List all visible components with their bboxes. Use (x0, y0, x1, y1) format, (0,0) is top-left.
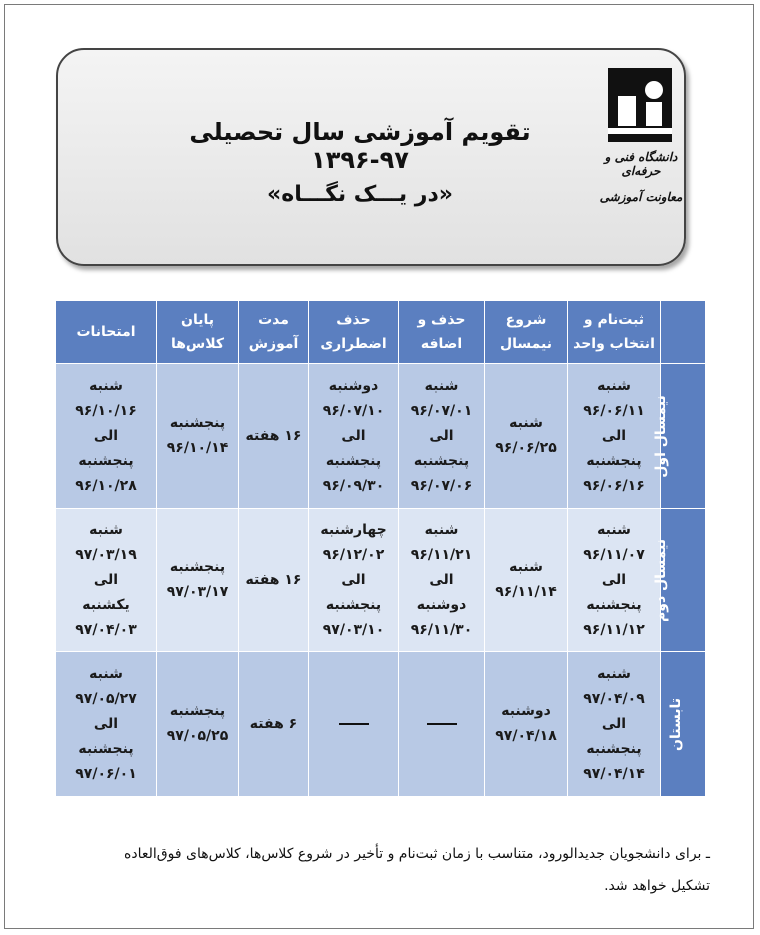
table-cell: شنبه ۹۶/۰۶/۱۱ الی پنجشنبه ۹۶/۰۶/۱۶ (568, 364, 661, 509)
column-header: پایان کلاس‌ها (157, 301, 239, 364)
university-logo (606, 66, 674, 144)
row-label: نیمسال اول (661, 364, 706, 509)
column-header: حذف و اضافه (399, 301, 485, 364)
column-header: مدت آموزش (239, 301, 309, 364)
column-header: شروع نیمسال (485, 301, 568, 364)
header-row (56, 301, 706, 364)
table-cell: پنجشنبه ۹۷/۰۳/۱۷ (157, 509, 239, 652)
table-cell: ۶ هفته (239, 652, 309, 797)
table-cell: ۱۶ هفته (239, 509, 309, 652)
academic-calendar-table (55, 300, 706, 797)
table-row (56, 509, 706, 652)
university-name: دانشگاه فنی و حرفه‌ای (604, 150, 678, 178)
table-cell: شنبه ۹۷/۰۵/۲۷ الی پنجشنبه ۹۷/۰۶/۰۱ (56, 652, 157, 797)
table-cell: چهارشنبه ۹۶/۱۲/۰۲ الی پنجشنبه ۹۷/۰۳/۱۰ (309, 509, 399, 652)
dash-mark (427, 723, 457, 725)
table-cell: دوشنبه ۹۷/۰۴/۱۸ (485, 652, 568, 797)
dash-mark (339, 723, 369, 725)
page-title: تقویم آموزشی سال تحصیلی ۹۷-۱۳۹۶ (189, 118, 531, 174)
table-cell: دوشنبه ۹۶/۰۷/۱۰ الی پنجشنبه ۹۶/۰۹/۳۰ (309, 364, 399, 509)
table-cell-empty (309, 652, 399, 797)
footnote-line: ـ برای دانشجویان جدیدالورود، متناسب با زمان ثبت‌نام و تأخیر در شروع کلاس‌ها، کلاس‌های فوق‌العاده (124, 846, 710, 862)
table-cell: پنجشنبه ۹۷/۰۵/۲۵ (157, 652, 239, 797)
column-header: ثبت‌نام و انتخاب واحد (568, 301, 661, 364)
table-cell: ۱۶ هفته (239, 364, 309, 509)
footnote (70, 838, 710, 902)
table-cell: شنبه ۹۶/۱۱/۰۷ الی پنجشنبه ۹۶/۱۱/۱۲ (568, 509, 661, 652)
column-header: حذف اضطراری (309, 301, 399, 364)
table-cell-empty (399, 652, 485, 797)
table-cell: شنبه ۹۷/۰۴/۰۹ الی پنجشنبه ۹۷/۰۴/۱۴ (568, 652, 661, 797)
table-cell: شنبه ۹۶/۱۰/۱۶ الی پنجشنبه ۹۶/۱۰/۲۸ (56, 364, 157, 509)
table-cell: شنبه ۹۶/۰۶/۲۵ (485, 364, 568, 509)
department-name: معاونت آموزشی (599, 190, 683, 204)
table-cell: شنبه ۹۶/۰۷/۰۱ الی پنجشنبه ۹۶/۰۷/۰۶ (399, 364, 485, 509)
table-cell: پنجشنبه ۹۶/۱۰/۱۴ (157, 364, 239, 509)
table-row (56, 652, 706, 797)
corner-cell (661, 301, 706, 364)
table-cell: شنبه ۹۶/۱۱/۲۱ الی دوشنبه ۹۶/۱۱/۳۰ (399, 509, 485, 652)
table-cell: شنبه ۹۶/۱۱/۱۴ (485, 509, 568, 652)
row-label: نیمسال دوم (661, 509, 706, 652)
column-header: امتحانات (56, 301, 157, 364)
row-label: تابستان (661, 652, 706, 797)
table-cell: شنبه ۹۷/۰۳/۱۹ الی یکشنبه ۹۷/۰۴/۰۳ (56, 509, 157, 652)
footnote-line: تشکیل خواهد شد. (604, 878, 710, 894)
page-subtitle: «در یـــک نگـــاه» (267, 182, 453, 207)
table-row (56, 364, 706, 509)
